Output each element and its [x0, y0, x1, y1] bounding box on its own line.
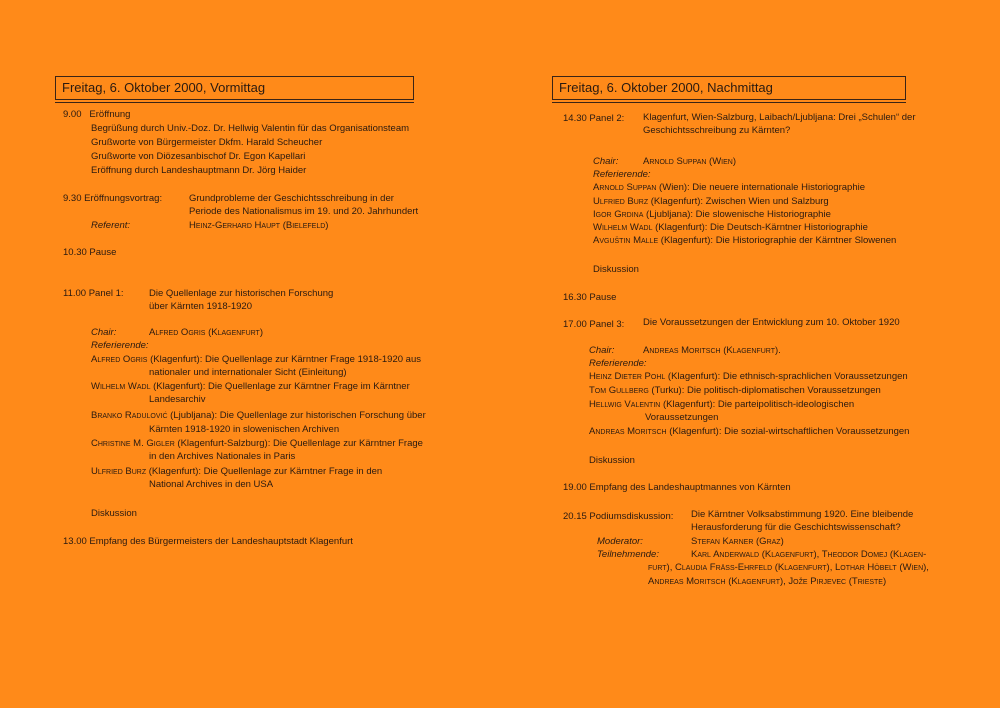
participants-label: Teilnehmende:	[597, 549, 659, 560]
reception-label: 19.00 Empfang des Landeshauptmannes von Kärnten	[563, 482, 791, 493]
panel2-title: Klagenfurt, Wien-Salzburg, Laibach/Ljubljana: Drei „Schulen“ der	[643, 112, 916, 123]
panel3-title: Die Voraussetzungen der Entwicklung zum 10. Oktober 1920	[643, 317, 900, 328]
panel1-title: über Kärnten 1918-1920	[149, 301, 252, 312]
participants-line: Andreas Moritsch (Klagenfurt), Jože Pirjevec (Trieste)	[648, 576, 887, 587]
podium-title: Herausforderung für die Geschichtswissenschaft?	[691, 522, 901, 533]
participants-line: furt), Claudia Fräss-Ehrfeld (Klagenfurt), Lothar Höbelt (Wien),	[648, 562, 929, 573]
referent-name: Heinz-Gerhard Haupt (Bielefeld)	[189, 220, 329, 231]
speaker-line: Christine M. Gigler (Klagenfurt-Salzburg): Die Quellenlage zur Kärntner Frage	[91, 438, 423, 449]
speaker-line: Avguštin Malle (Klagenfurt): Die Historiographie der Kärntner Slowenen	[593, 235, 897, 246]
keynote-time: 9.30 Eröffnungsvortrag:	[63, 193, 163, 204]
pause-label: 10.30 Pause	[63, 247, 117, 258]
chair-label: Chair:	[589, 345, 615, 356]
panel2-time: 14.30 Panel 2:	[563, 113, 625, 124]
participants-line: Karl Anderwald (Klagenfurt), Theodor Domej (Klagen-	[691, 549, 927, 560]
pause-label: 16.30 Pause	[563, 292, 617, 303]
speaker-line: Branko Radulović (Ljubljana): Die Quellenlage zur historischen Forschung über	[91, 410, 426, 421]
speaker-line-cont: Landesarchiv	[149, 394, 206, 405]
reception-label: 13.00 Empfang des Bürgermeisters der Landeshauptstadt Klagenfurt	[63, 536, 353, 547]
opening-line: Begrüßung durch Univ.-Doz. Dr. Hellwig Valentin für das Organisationsteam	[91, 123, 410, 134]
panel1-title: Die Quellenlage zur historischen Forschung	[149, 288, 334, 299]
moderator-label: Moderator:	[597, 536, 643, 547]
right-page	[500, 0, 1000, 708]
opening-line: Grußworte von Bürgermeister Dkfm. Harald Scheucher	[91, 137, 323, 148]
speaker-line-cont: in den Archives Nationales in Paris	[149, 451, 296, 462]
right-header: Freitag, 6. Oktober 2000, Nachmittag	[552, 76, 906, 100]
referierende-label: Referierende:	[91, 340, 149, 351]
speaker-line-cont: Kärnten 1918-1920 in slowenischen Archiven	[149, 424, 340, 435]
speaker-line: Heinz Dieter Pohl (Klagenfurt): Die ethnisch-sprachlichen Voraussetzungen	[589, 371, 908, 382]
speaker-line: Arnold Suppan (Wien): Die neuere internationale Historiographie	[593, 182, 865, 193]
speaker-line-cont: Voraussetzungen	[645, 412, 719, 423]
referierende-label: Referierende:	[589, 358, 647, 369]
opening-title: Eröffnung	[89, 109, 131, 120]
speaker-line: Andreas Moritsch (Klagenfurt): Die sozial-wirtschaftlichen Voraussetzungen	[589, 426, 910, 437]
speaker-line: Hellwig Valentin (Klagenfurt): Die parteipolitisch-ideologischen	[589, 399, 855, 410]
speaker-line: Alfred Ogris (Klagenfurt): Die Quellenlage zur Kärntner Frage 1918-1920 aus	[91, 354, 421, 365]
chair-label: Chair:	[91, 327, 117, 338]
chair-name: Andreas Moritsch (Klagenfurt).	[643, 345, 781, 356]
left-header: Freitag, 6. Oktober 2000, Vormittag	[55, 76, 414, 100]
speaker-line: Ulfried Burz (Klagenfurt): Die Quellenlage zur Kärntner Frage in den	[91, 466, 383, 477]
panel1-time: 11.00 Panel 1:	[63, 288, 124, 299]
opening-time: 9.00 Eröffnung	[63, 109, 131, 120]
discussion-label: Diskussion	[589, 455, 635, 466]
speaker-line: Wilhelm Wadl (Klagenfurt): Die Quellenlage zur Kärntner Frage im Kärntner	[91, 381, 410, 392]
discussion-label: Diskussion	[91, 508, 137, 519]
speaker-line-cont: nationaler und internationaler Sicht (Einleitung)	[149, 367, 347, 378]
panel3-time: 17.00 Panel 3:	[563, 319, 625, 330]
speaker-line-cont: National Archives in den USA	[149, 479, 274, 490]
chair-label: Chair:	[593, 156, 619, 167]
podium-time: 20.15 Podiumsdiskussion:	[563, 511, 674, 522]
opening-line: Eröffnung durch Landeshauptmann Dr. Jörg Haider	[91, 165, 307, 176]
discussion-label: Diskussion	[593, 264, 639, 275]
opening-line: Grußworte von Diözesanbischof Dr. Egon Kapellari	[91, 151, 306, 162]
podium-title: Die Kärntner Volksabstimmung 1920. Eine bleibende	[691, 509, 914, 520]
chair-name: Alfred Ogris (Klagenfurt)	[149, 327, 263, 338]
speaker-line: Wilhelm Wadl (Klagenfurt): Die Deutsch-Kärntner Historiographie	[593, 222, 868, 233]
moderator-name: Stefan Karner (Graz)	[691, 536, 784, 547]
referent-label: Referent:	[91, 220, 131, 231]
referierende-label: Referierende:	[593, 169, 651, 180]
speaker-line: Ulfried Burz (Klagenfurt): Zwischen Wien und Salzburg	[593, 196, 829, 207]
keynote-title: Periode des Nationalismus im 19. und 20. Jahrhundert	[189, 206, 419, 217]
chair-name: Arnold Suppan (Wien)	[643, 156, 737, 167]
speaker-line: Tom Gullberg (Turku): Die politisch-diplomatischen Voraussetzungen	[589, 385, 881, 396]
keynote-title: Grundprobleme der Geschichtsschreibung in der	[189, 193, 394, 204]
panel2-title: Geschichtsschreibung zu Kärnten?	[643, 125, 791, 136]
speaker-line: Igor Grdina (Ljubljana): Die slowenische Historiographie	[593, 209, 831, 220]
